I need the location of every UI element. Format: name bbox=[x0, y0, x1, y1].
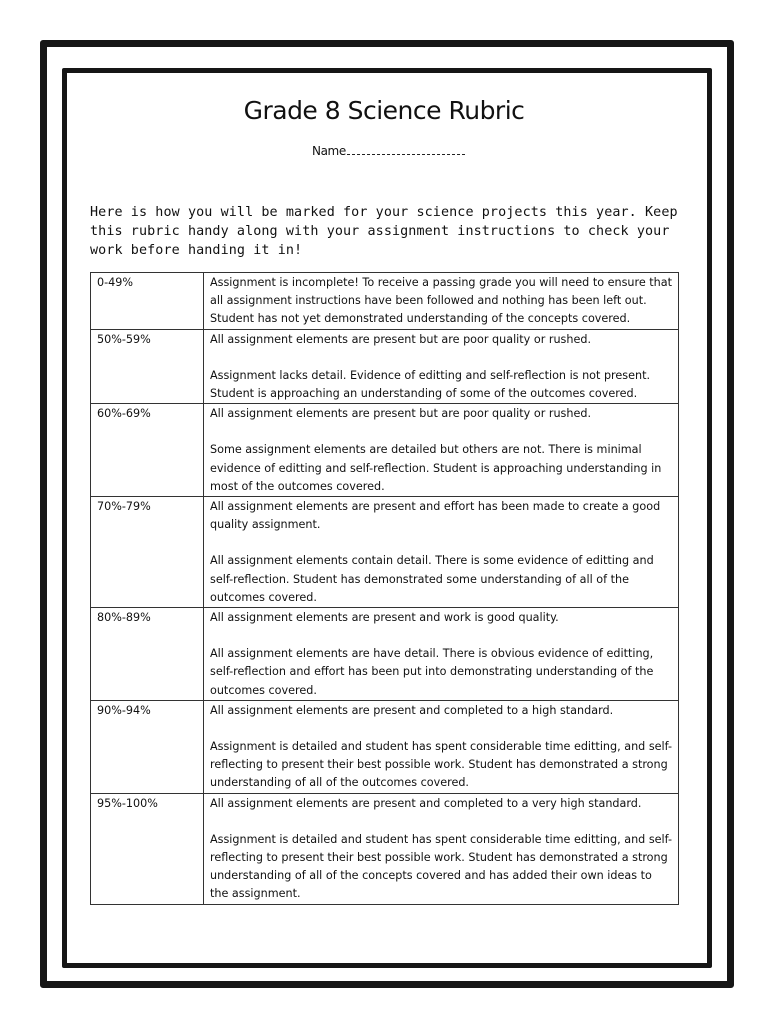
table-row bbox=[91, 497, 679, 608]
description-paragraph: Assignment is incomplete! To receive a passing grade you will need to ensure that all assignment instructions have been followed and nothing has been left out. Student has not yet demonstrated understanding of the concepts covered. bbox=[210, 276, 673, 326]
table-row bbox=[91, 404, 679, 497]
description-paragraph: All assignment elements contain detail. There is some evidence of editting and self-reflection. Student has demonstrated some understanding of all of the outcomes covered. bbox=[210, 554, 654, 604]
rubric-table-body bbox=[91, 273, 679, 905]
intro-text: Here is how you will be marked for your science projects this year. Keep this rubric handy along with your assignment instructions to check your work before handing it in! bbox=[90, 205, 678, 258]
description-cell bbox=[204, 700, 679, 793]
grade-range-cell: 50%-59% bbox=[91, 329, 204, 404]
description-cell bbox=[204, 608, 679, 701]
table-row bbox=[91, 329, 679, 404]
description-cell bbox=[204, 329, 679, 404]
name-label: Name bbox=[312, 144, 346, 158]
description-cell bbox=[204, 404, 679, 497]
description-paragraph: All assignment elements are present and completed to a high standard. bbox=[210, 703, 614, 717]
description-cell bbox=[204, 793, 679, 904]
description-paragraph: All assignment elements are present and work is good quality. bbox=[210, 611, 559, 625]
description-cell bbox=[204, 273, 679, 330]
description-paragraph: Some assignment elements are detailed but others are not. There is minimal evidence of editting and self-reflection. Student is approaching understanding in most of the outcomes covered. bbox=[210, 443, 662, 493]
description-cell bbox=[204, 497, 679, 608]
grade-range-cell: 0-49% bbox=[91, 273, 204, 330]
table-row bbox=[91, 793, 679, 904]
description-paragraph: Assignment is detailed and student has spent considerable time editting, and self-reflecting to present their best possible work. Student has demonstrated a strong understanding of all of the concepts covered and has added their own ideas to the assignment. bbox=[210, 832, 673, 901]
grade-range-cell: 95%-100% bbox=[91, 793, 204, 904]
description-paragraph: All assignment elements are present and effort has been made to create a good quality assignment. bbox=[210, 500, 661, 532]
table-row bbox=[91, 273, 679, 330]
description-paragraph: All assignment elements are present but are poor quality or rushed. bbox=[210, 407, 592, 421]
description-paragraph: Assignment lacks detail. Evidence of editting and self-reflection is not present. Student is approaching an understanding of some of the outcomes covered. bbox=[210, 368, 651, 401]
description-paragraph: All assignment elements are present and completed to a very high standard. bbox=[210, 796, 642, 810]
grade-range-cell: 80%-89% bbox=[91, 608, 204, 701]
table-row bbox=[91, 608, 679, 701]
grade-range-cell: 90%-94% bbox=[91, 700, 204, 793]
name-blank-line bbox=[347, 144, 465, 155]
grade-range-cell: 70%-79% bbox=[91, 497, 204, 608]
page-title: Grade 8 Science Rubric bbox=[243, 96, 525, 125]
description-paragraph: All assignment elements are have detail. There is obvious evidence of editting, self-reflection and effort has been put into demonstrating understanding of the outcomes covered. bbox=[210, 647, 654, 697]
description-paragraph: Assignment is detailed and student has spent considerable time editting, and self-reflecting to present their best possible work. Student has demonstrated a strong understanding of all of the outcomes covered. bbox=[210, 740, 673, 790]
grade-range-cell: 60%-69% bbox=[91, 404, 204, 497]
rubric-table bbox=[90, 272, 679, 905]
name-field bbox=[312, 144, 465, 158]
table-row bbox=[91, 700, 679, 793]
description-paragraph: All assignment elements are present but are poor quality or rushed. bbox=[210, 332, 592, 346]
